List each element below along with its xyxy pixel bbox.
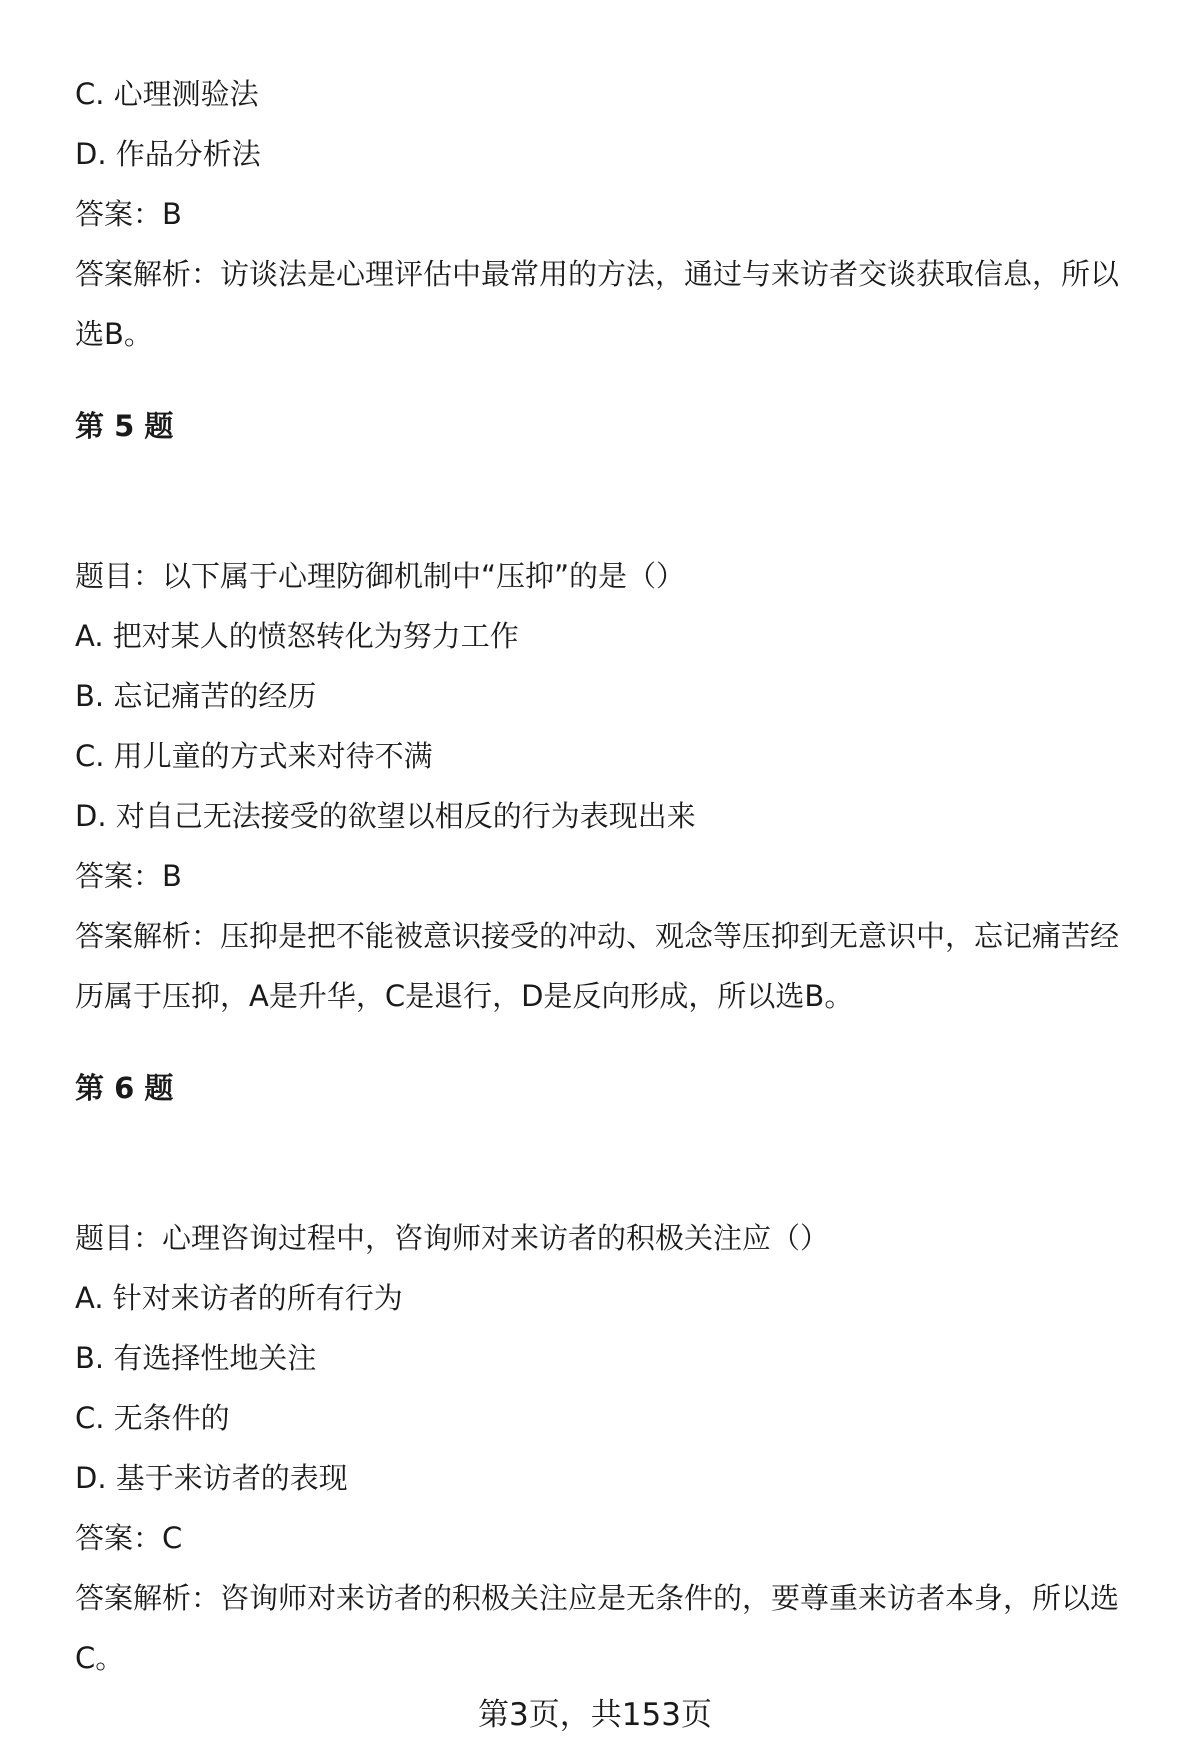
question-6-option-c: C. 无条件的 xyxy=(75,1401,230,1435)
prev-answer: 答案：B xyxy=(75,197,182,231)
question-5-option-c: C. 用儿童的方式来对待不满 xyxy=(75,739,433,773)
question-6-explanation: 答案解析：咨询师对来访者的积极关注应是无条件的，要尊重来访者本身，所以选C。 xyxy=(75,1581,1120,1675)
question-6-answer: 答案：C xyxy=(75,1521,183,1555)
question-5-option-a: A. 把对某人的愤怒转化为努力工作 xyxy=(75,619,519,653)
question-5-explanation: 答案解析：压抑是把不能被意识接受的冲动、观念等压抑到无意识中，忘记痛苦经历属于压抑，A是升华，C是退行，D是反向形成，所以选B。 xyxy=(75,919,1120,1013)
prev-explanation: 答案解析：访谈法是心理评估中最常用的方法，通过与来访者交谈获取信息，所以选B。 xyxy=(75,257,1120,351)
question-6-option-d: D. 基于来访者的表现 xyxy=(75,1461,348,1495)
question-5-option-d: D. 对自己无法接受的欲望以相反的行为表现出来 xyxy=(75,799,696,833)
prev-option-c: C. 心理测验法 xyxy=(75,77,259,111)
question-6-heading: 第 6 题 xyxy=(75,1071,174,1105)
question-6-option-b: B. 有选择性地关注 xyxy=(75,1341,317,1375)
question-5-option-b: B. 忘记痛苦的经历 xyxy=(75,679,317,713)
question-6-stem: 题目：心理咨询过程中，咨询师对来访者的积极关注应（） xyxy=(75,1221,830,1255)
question-5-answer: 答案：B xyxy=(75,859,182,893)
question-5-stem: 题目：以下属于心理防御机制中“压抑”的是（） xyxy=(75,559,686,593)
question-5-heading: 第 5 题 xyxy=(75,409,174,443)
prev-option-d: D. 作品分析法 xyxy=(75,137,261,171)
page-number-footer: 第3页，共153页 xyxy=(478,1697,712,1733)
question-6-option-a: A. 针对来访者的所有行为 xyxy=(75,1281,403,1315)
